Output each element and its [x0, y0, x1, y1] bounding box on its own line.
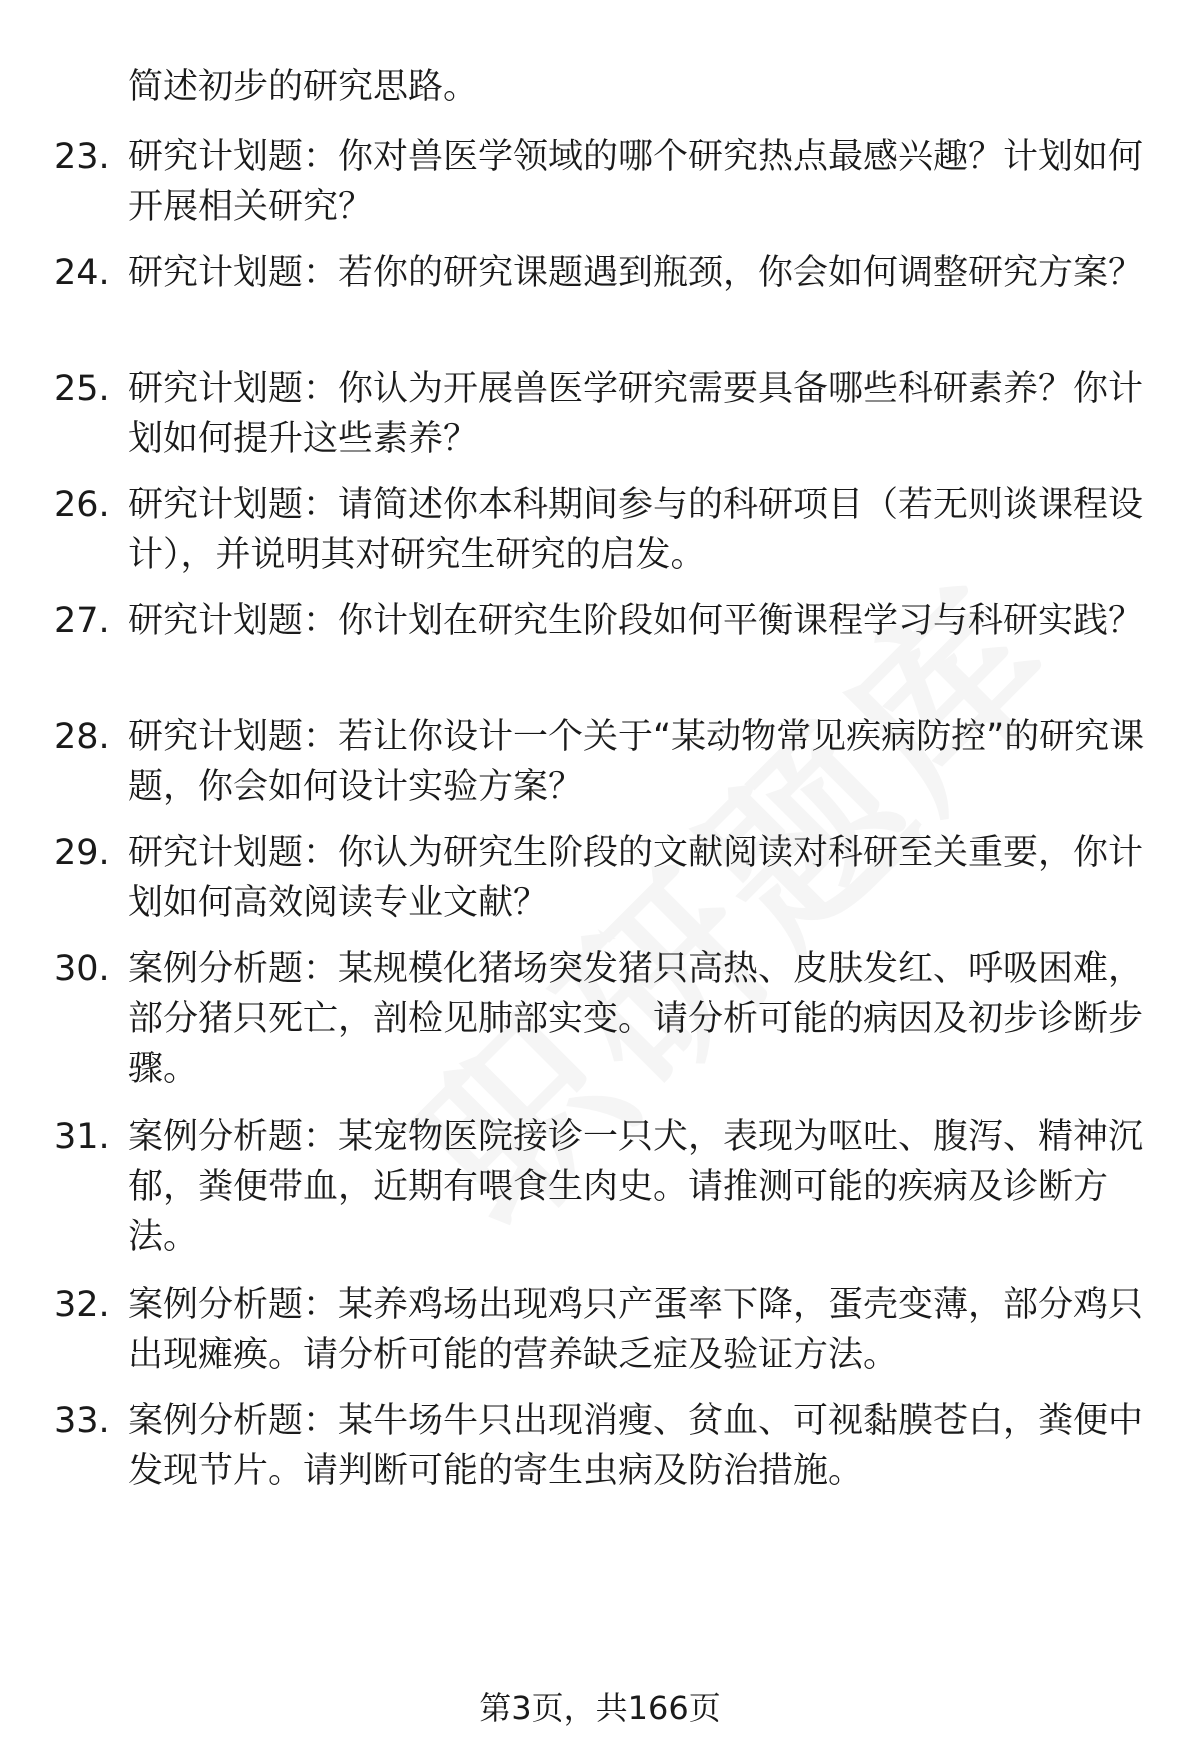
question-number: 24.: [54, 253, 110, 293]
question-text: 研究计划题：你认为研究生阶段的文献阅读对科研至关重要，你计划如何高效阅读专业文献？: [128, 833, 1144, 923]
question-number: 27.: [54, 601, 110, 641]
question-text: 研究计划题：若你的研究课题遇到瓶颈，你会如何调整研究方案？: [128, 253, 1144, 293]
question-number: 25.: [54, 369, 110, 409]
continued-text: 简述初步的研究思路。: [128, 67, 479, 107]
question-text: 案例分析题：某牛场牛只出现消瘦、贫血、可视黏膜苍白，粪便中发现节片。请判断可能的寄生虫病及防治措施。: [128, 1401, 1144, 1491]
question-text: 研究计划题：你计划在研究生阶段如何平衡课程学习与科研实践？: [128, 601, 1144, 641]
question-text: 案例分析题：某规模化猪场突发猪只高热、皮肤发红、呼吸困难，部分猪只死亡，剖检见肺部实变。请分析可能的病因及初步诊断步骤。: [128, 949, 1144, 1089]
question-number: 32.: [54, 1285, 110, 1325]
question-number: 33.: [54, 1401, 110, 1441]
question-number: 31.: [54, 1117, 110, 1157]
question-number: 30.: [54, 949, 110, 989]
question-text: 案例分析题：某养鸡场出现鸡只产蛋率下降，蛋壳变薄，部分鸡只出现瘫痪。请分析可能的营养缺乏症及验证方法。: [128, 1285, 1144, 1375]
question-number: 23.: [54, 137, 110, 177]
question-text: 研究计划题：若让你设计一个关于“某动物常见疾病防控”的研究课题，你会如何设计实验方案？: [128, 717, 1145, 807]
question-number: 29.: [54, 833, 110, 873]
question-text: 研究计划题：你认为开展兽医学研究需要具备哪些科研素养？你计划如何提升这些素养？: [128, 369, 1144, 459]
question-number: 26.: [54, 485, 110, 525]
question-text: 研究计划题：你对兽医学领域的哪个研究热点最感兴趣？计划如何开展相关研究？: [128, 137, 1144, 227]
page-footer: 第3页，共166页: [479, 1689, 721, 1727]
question-text: 研究计划题：请简述你本科期间参与的科研项目（若无则谈课程设计），并说明其对研究生研究的启发。: [128, 485, 1144, 575]
question-text: 案例分析题：某宠物医院接诊一只犬，表现为呕吐、腹泻、精神沉郁，粪便带血，近期有喂食生肉史。请推测可能的疾病及诊断方法。: [128, 1117, 1144, 1257]
question-number: 28.: [54, 717, 110, 757]
